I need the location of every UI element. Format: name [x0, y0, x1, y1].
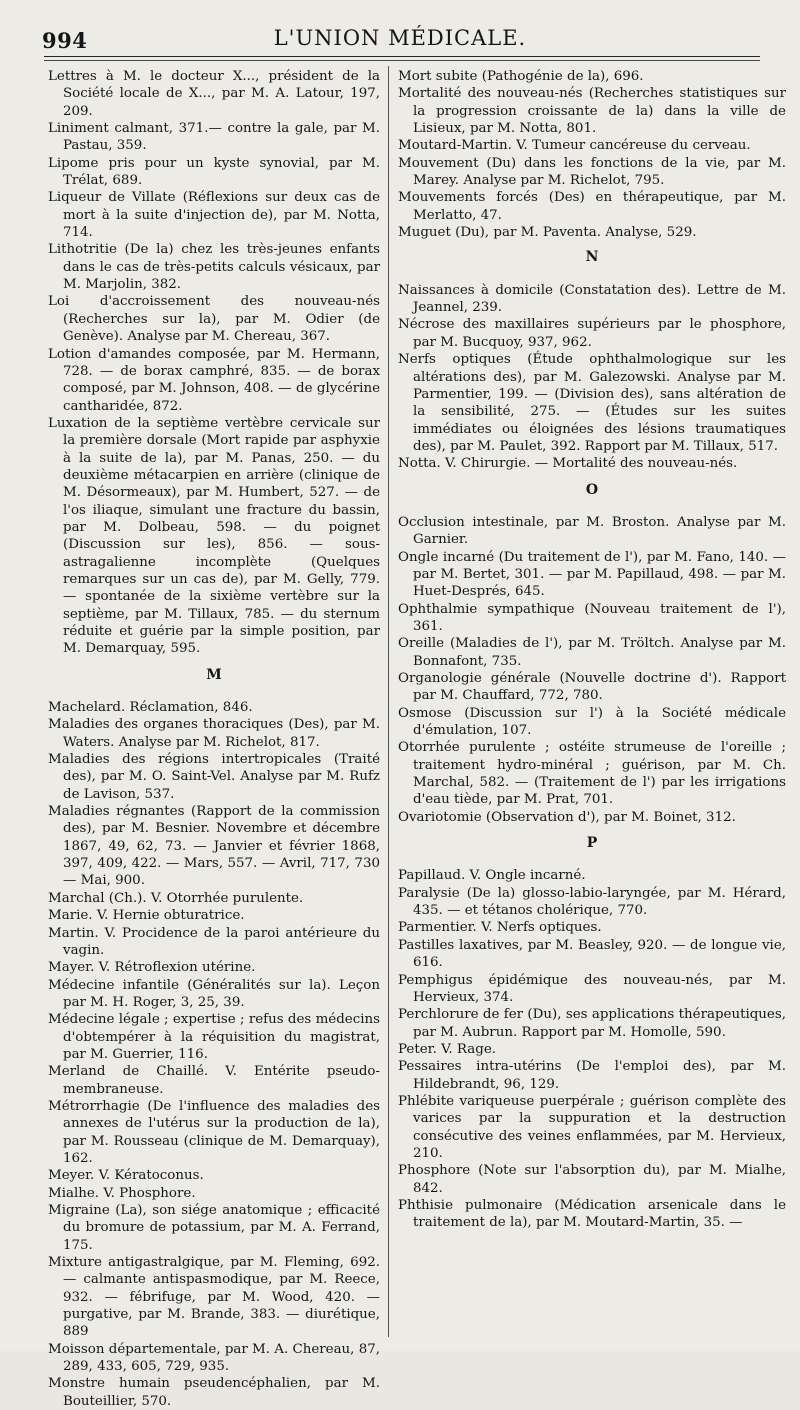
- entries-l-section: [48, 68, 380, 658]
- index-entry: Martin. V. Procidence de la paroi antérieure du vagin.: [48, 925, 380, 958]
- index-entry: Parmentier. V. Nerfs optiques.: [398, 920, 602, 936]
- index-entry: Maladies des régions intertropicales (Traité des), par M. O. Saint-Vel. Analyse par M. Rufz de Lavison, 537.: [48, 752, 380, 802]
- index-entry: Liniment calmant, 371.— contre la gale, par M. Pastau, 359.: [48, 121, 380, 154]
- index-entry: Moutard-Martin. V. Tumeur cancéreuse du cerveau.: [398, 138, 751, 154]
- index-entry: Meyer. V. Kératoconus.: [48, 1168, 204, 1184]
- index-entry: Paralysie (De la) glosso-labio-laryngée, par M. Hérard, 435. — et tétanos cholérique, 770.: [398, 885, 786, 919]
- index-entry: Oreille (Maladies de l'), par M. Tröltch. Analyse par M. Bonnafont, 735.: [398, 636, 786, 669]
- index-entry: Organologie générale (Nouvelle doctrine d'). Rapport par M. Chauffard, 772, 780.: [398, 671, 786, 704]
- index-entry: Mort subite (Pathogénie de la), 696.: [398, 69, 644, 84]
- index-entry: Maladies régnantes (Rapport de la commission des), par M. Besnier. Novembre et décembre 1867, 49, 62, 73. — Janvier et février 1868, 397, 409, 422. — Mars, 557. — Avril, 717, 730 — Mai, 900.: [48, 804, 380, 889]
- index-entry: Moisson départementale, par M. A. Chereau, 87, 289, 433, 605, 729, 935.: [48, 1341, 380, 1375]
- index-entry: Lotion d'amandes composée, par M. Hermann, 728. — de borax camphré, 835. — de borax composé, par M. Johnson, 408. — de glycérine cantharidée, 872.: [48, 346, 380, 414]
- index-entry: Phosphore (Note sur l'absorption du), par M. Mialhe, 842.: [398, 1163, 786, 1196]
- entries-m-section: [48, 699, 380, 1410]
- index-entry: Phthisie pulmonaire (Médication arsenicale dans le traitement de la), par M. Moutard-Martin, 35. —: [398, 1197, 786, 1231]
- index-entry: Mouvement (Du) dans les fonctions de la vie, par M. Marey. Analyse par M. Richelot, 795.: [398, 155, 786, 189]
- index-entry: Mixture antigastralgique, par M. Fleming, 692. — calmante antispasmodique, par M. Reece, 932. — fébrifuge, par M. Wood, 420. — purgative, par M. Brande, 383. — diurétique, 889: [48, 1255, 380, 1340]
- index-entry: Ongle incarné (Du traitement de l'), par M. Fano, 140. — par M. Bertet, 301. — par M. Papillaud, 498. — par M. Huet-Després, 645.: [398, 549, 786, 600]
- index-entry: Mayer. V. Rétroflexion utérine.: [48, 960, 256, 976]
- page-number: 994: [42, 28, 88, 53]
- section-letter-o: O: [585, 481, 599, 498]
- index-entry: Mialhe. V. Phosphore.: [48, 1185, 196, 1201]
- index-entry: Muguet (Du), par M. Paventa. Analyse, 529.: [398, 225, 697, 241]
- index-entry: Lettres à M. le docteur X..., président de la Société locale de X..., par M. A. Latour, 197, 209.: [48, 69, 380, 119]
- index-entry: Loi d'accroissement des nouveau-nés (Recherches sur la), par M. Odier (de Genève). Analyse par M. Chereau, 367.: [48, 294, 380, 345]
- index-entry: Pemphigus épidémique des nouveau-nés, par M. Hervieux, 374.: [398, 972, 786, 1005]
- index-entry: Marie. V. Hernie obturatrice.: [48, 908, 245, 924]
- index-entry: Nécrose des maxillaires supérieurs par le phosphore, par M. Bucquoy, 937, 962.: [398, 317, 786, 350]
- index-entry: Mortalité des nouveau-nés (Recherches statistiques sur la progression croissante de la) dans la ville de Lisieux, par M. Notta, 801.: [398, 86, 786, 137]
- index-entry: Liqueur de Villate (Réflexions sur deux cas de mort à la suite d'injection de), par M. Notta, 714.: [48, 190, 380, 241]
- index-entry: Notta. V. Chirurgie. — Mortalité des nouveau-nés.: [398, 456, 738, 472]
- left-column: [48, 68, 380, 1410]
- index-entry: Ophthalmie sympathique (Nouveau traitement de l'), 361.: [398, 601, 786, 634]
- index-entry: Métrorrhagie (De l'influence des maladies des annexes de l'utérus sur la production de la), par M. Rousseau (clinique de M. Demarquay), 162.: [48, 1098, 380, 1166]
- index-entry: Merland de Chaillé. V. Entérite pseudo-membraneuse.: [48, 1064, 380, 1097]
- journal-title: L'UNION MÉDICALE.: [273, 26, 527, 50]
- entries-o-section: [398, 514, 786, 826]
- index-entry: Médecine légale ; expertise ; refus des médecins d'obtempérer à la réquisition du magistrat, par M. Guerrier, 116.: [48, 1012, 380, 1062]
- index-entry: Médecine infantile (Généralités sur la). Leçon par M. H. Roger, 3, 25, 39.: [48, 977, 380, 1010]
- index-entry: Machelard. Réclamation, 846.: [48, 700, 253, 716]
- index-entry: Perchlorure de fer (Du), ses applications thérapeutiques, par M. Aubrun. Rapport par M. Homolle, 590.: [398, 1007, 786, 1040]
- index-entry: Marchal (Ch.). V. Otorrhée purulente.: [48, 890, 304, 906]
- index-entry: Migraine (La), son siége anatomique ; efficacité du bromure de potassium, par M. A. Ferrand, 175.: [48, 1203, 380, 1253]
- index-entry: Mouvements forcés (Des) en thérapeutique, par M. Merlatto, 47.: [398, 190, 786, 223]
- section-letter-p: P: [586, 835, 598, 852]
- index-entry: Pessaires intra-utérins (De l'emploi des), par M. Hildebrandt, 96, 129.: [398, 1059, 786, 1092]
- entries-m-continued: [398, 68, 786, 241]
- section-letter-n: N: [585, 249, 599, 266]
- column-divider: [388, 66, 389, 1337]
- index-entry: Nerfs optiques (Étude ophthalmologique sur les altérations des), par M. Galezowski. Analyse par M. Parmentier, 199. — (Division des), sans altération de la sensibilité, 275. — (Études sur les suites immédiates ou éloignées des lésions traumatiques des), par M. Paulet, 392. Rapport par M. Tillaux, 517.: [398, 352, 786, 454]
- index-entry: Ovariotomie (Observation d'), par M. Boinet, 312.: [398, 809, 736, 825]
- index-entry: Otorrhée purulente ; ostéite strumeuse de l'oreille ; traitement hydro-minéral ; guérison, par M. Ch. Marchal, 582. — (Traitement de l') par les irrigations d'eau tiède, par M. Prat, 701.: [398, 740, 786, 808]
- index-entry: Papillaud. V. Ongle incarné.: [398, 868, 586, 884]
- index-entry: Maladies des organes thoraciques (Des), par M. Waters. Analyse par M. Richelot, 817.: [48, 717, 380, 750]
- index-entry: Occlusion intestinale, par M. Broston. Analyse par M. Garnier.: [398, 514, 786, 548]
- index-entry: Peter. V. Rage.: [398, 1041, 497, 1057]
- index-entry: Naissances à domicile (Constatation des). Lettre de M. Jeannel, 239.: [398, 282, 786, 316]
- index-entry: Monstre humain pseudencéphalien, par M. Bouteillier, 570.: [48, 1376, 380, 1409]
- index-entry: Osmose (Discussion sur l') à la Société médicale d'émulation, 107.: [398, 705, 786, 739]
- index-entry: Phlébite variqueuse puerpérale ; guérison complète des varices par la suppuration et la destruction consécutive des veines enflammées, par M. Hervieux, 210.: [398, 1093, 786, 1161]
- index-entry: Lipome pris pour un kyste synovial, par M. Trélat, 689.: [48, 155, 380, 189]
- header-rule: [44, 56, 760, 57]
- index-entry: Pastilles laxatives, par M. Beasley, 920. — de longue vie, 616.: [398, 937, 786, 971]
- header-rule-thin: [44, 60, 760, 61]
- page-header: [40, 18, 760, 52]
- index-entry: Lithotritie (De la) chez les très-jeunes enfants dans le cas de très-petits calculs vésicaux, par M. Marjolin, 382.: [48, 242, 380, 293]
- index-entry: Luxation de la septième vertèbre cervicale sur la première dorsale (Mort rapide par asphyxie à la suite de la), par M. Panas, 250. — du deuxième métacarpien en arrière (clinique de M. Désormeaux), par M. Humbert, 527. — de l'os iliaque, simulant une fracture du bassin, par M. Dolbeau, 598. — du poignet (Discussion sur les), 856. — sous-astragalienne incomplète (Quelques remarques sur un cas de), par M. Gelly, 779. — spontanée de la sixième vertèbre sur la septième, par M. Tillaux, 785. — du sternum réduite et guérie par la simple position, par M. Demarquay, 595.: [48, 415, 380, 657]
- entries-p-section: [398, 867, 786, 1231]
- section-letter-m: M: [206, 666, 222, 683]
- right-column: [398, 68, 786, 1232]
- entries-n-section: [398, 282, 786, 473]
